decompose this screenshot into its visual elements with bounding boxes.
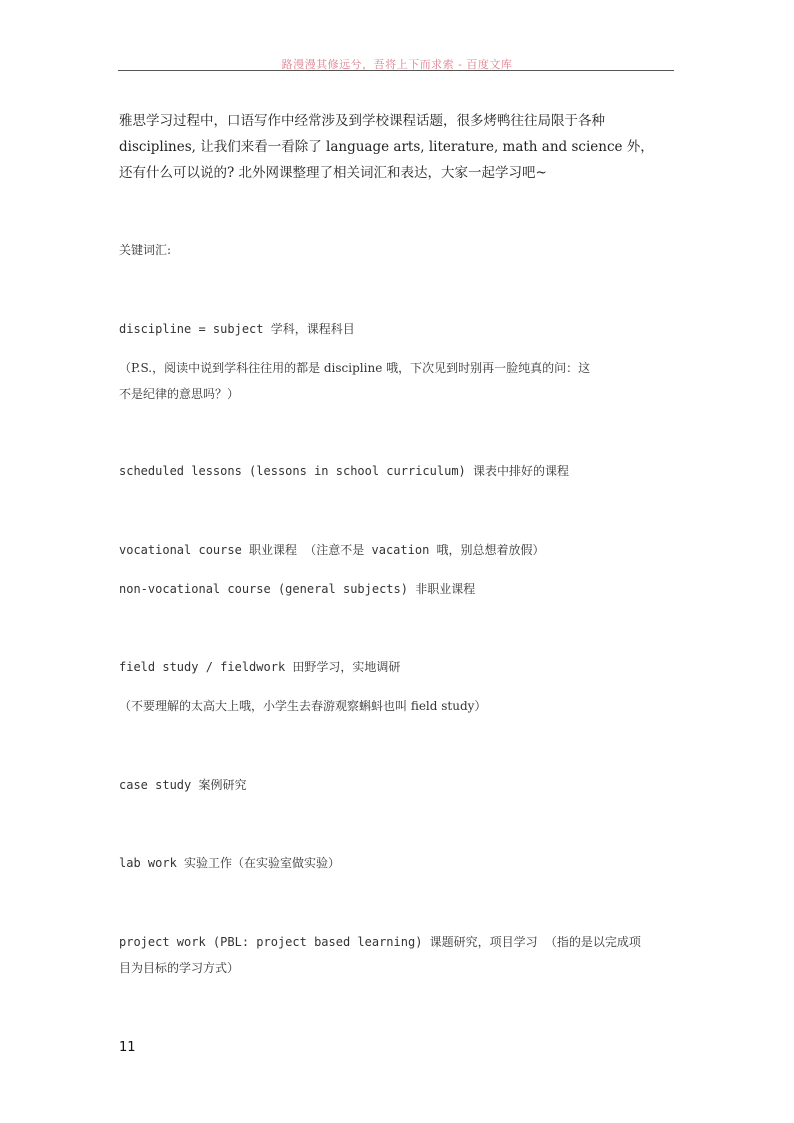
page-number: 11: [119, 1040, 136, 1055]
entry-field-study-note: （不要理解的太高大上哦，小学生去春游观察蝌蚪也叫 field study）: [119, 699, 487, 713]
header-divider: [118, 70, 674, 71]
intro-line-3: 还有什么可以说的? 北外网课整理了相关词汇和表达，大家一起学习吧~: [119, 165, 547, 181]
entry-discipline-note-line-1: （P.S.，阅读中说到学科往往用的都是 discipline 哦，下次见到时别再一脸纯真的问：这: [119, 361, 591, 375]
entry-project-work-line-2: 目为目标的学习方式）: [119, 961, 240, 975]
header-watermark: 路漫漫其修远兮，吾将上下而求索 - 百度文库: [281, 58, 513, 71]
entry-discipline-note-line-2: 不是纪律的意思吗？）: [119, 387, 240, 401]
intro-paragraph: [119, 108, 679, 186]
entry-scheduled-lessons: scheduled lessons (lessons in school curriculum) 课表中排好的课程: [119, 464, 570, 478]
entry-non-vocational-course: non-vocational course (general subjects) 非职业课程: [119, 582, 476, 596]
entry-discipline: discipline = subject 学科，课程科目: [119, 322, 355, 336]
intro-line-2: disciplines, 让我们来看一看除了 language arts, literature, math and science 外，: [119, 139, 654, 155]
entry-case-study: case study 案例研究: [119, 778, 247, 792]
entry-lab-work: lab work 实验工作（在实验室做实验）: [119, 856, 341, 870]
intro-line-1: 雅思学习过程中，口语写作中经常涉及到学校课程话题，很多烤鸭往往局限于各种: [119, 113, 605, 129]
entry-field-study: field study / fieldwork 田野学习，实地调研: [119, 660, 401, 674]
entry-project-work-line-1: project work (PBL: project based learning) 课题研究，项目学习 （指的是以完成项: [119, 935, 641, 949]
entry-vocational-course: vocational course 职业课程 （注意不是 vacation 哦，别总想着放假）: [119, 543, 545, 557]
keywords-heading: 关键词汇:: [119, 243, 172, 257]
